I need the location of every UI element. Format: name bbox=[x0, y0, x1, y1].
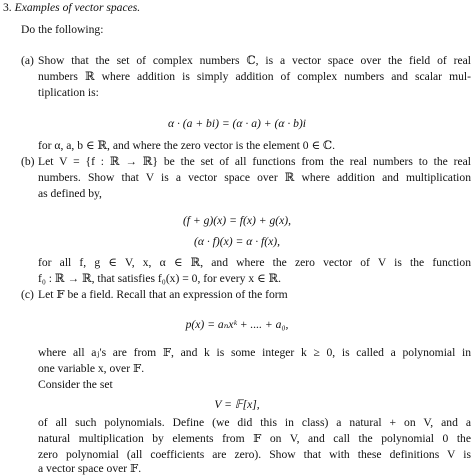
part-c-after-2: one variable x, over 𝔽. bbox=[38, 362, 145, 375]
part-c-after-3: Consider the set bbox=[38, 378, 113, 391]
part-a-after: for α, a, b ∈ ℝ, and where the zero vector is the element 0 ∈ ℂ. bbox=[38, 139, 336, 152]
part-c-label: (c) bbox=[21, 288, 34, 301]
problem-number: 3. bbox=[3, 1, 12, 14]
part-c-closing-4: a vector space over 𝔽. bbox=[38, 462, 142, 475]
part-b-after-2: f₀ : ℝ → ℝ, that satisfies f₀(x) = 0, for every x ∈ ℝ. bbox=[38, 272, 282, 285]
problem-intro: Do the following: bbox=[21, 23, 104, 36]
problem-heading bbox=[3, 1, 140, 15]
part-b-label: (b) bbox=[21, 155, 35, 168]
part-c-equation: p(x) = aₙxᵏ + .... + a₀, bbox=[185, 318, 289, 331]
part-a-label: (a) bbox=[21, 54, 34, 67]
part-c-closing-1: of all such polynomials. Define (we did this in class) a natural + on V, and a bbox=[38, 416, 471, 429]
part-c-closing-3: zero polynomial (all coefficients are zero). Show that with these definitions V is bbox=[38, 448, 471, 461]
part-a-line-3: tiplication is: bbox=[38, 86, 99, 99]
part-c-line-1: Let 𝔽 be a field. Recall that an expression of the form bbox=[38, 288, 288, 301]
part-b-equation-1: (f + g)(x) = f(x) + g(x), bbox=[182, 214, 292, 227]
part-a-line-1: Show that the set of complex numbers ℂ, is a vector space over the field of real bbox=[38, 54, 471, 67]
part-b-after-1: for all f, g ∈ V, x, α ∈ ℝ, and where the zero vector of V is the function bbox=[38, 256, 471, 269]
part-c-after-1: where all aⱼ's are from 𝔽, and k is some integer k ≥ 0, is called a polynomial in bbox=[38, 346, 471, 359]
part-b-line-2: numbers. Show that V is a vector space over ℝ where addition and multiplication bbox=[38, 171, 471, 184]
part-b-line-3: as defined by, bbox=[38, 187, 102, 200]
part-c-closing-2: natural multiplication by elements from 𝔽 on V, and call the polynomial 0 the bbox=[38, 432, 471, 445]
part-a-line-2: numbers ℝ where addition is simply addition of complex numbers and scalar mul- bbox=[38, 70, 471, 83]
part-a-equation: α · (a + bi) = (α · a) + (α · b)i bbox=[168, 117, 306, 130]
part-b-equation-2: (α · f)(x) = α · f(x), bbox=[194, 235, 280, 248]
part-c-set-equation: V = 𝔽[x], bbox=[214, 398, 260, 411]
problem-title: Examples of vector spaces. bbox=[14, 1, 141, 14]
part-b-line-1: Let V = {f : ℝ → ℝ} be the set of all functions from the real numbers to the real bbox=[38, 155, 471, 168]
